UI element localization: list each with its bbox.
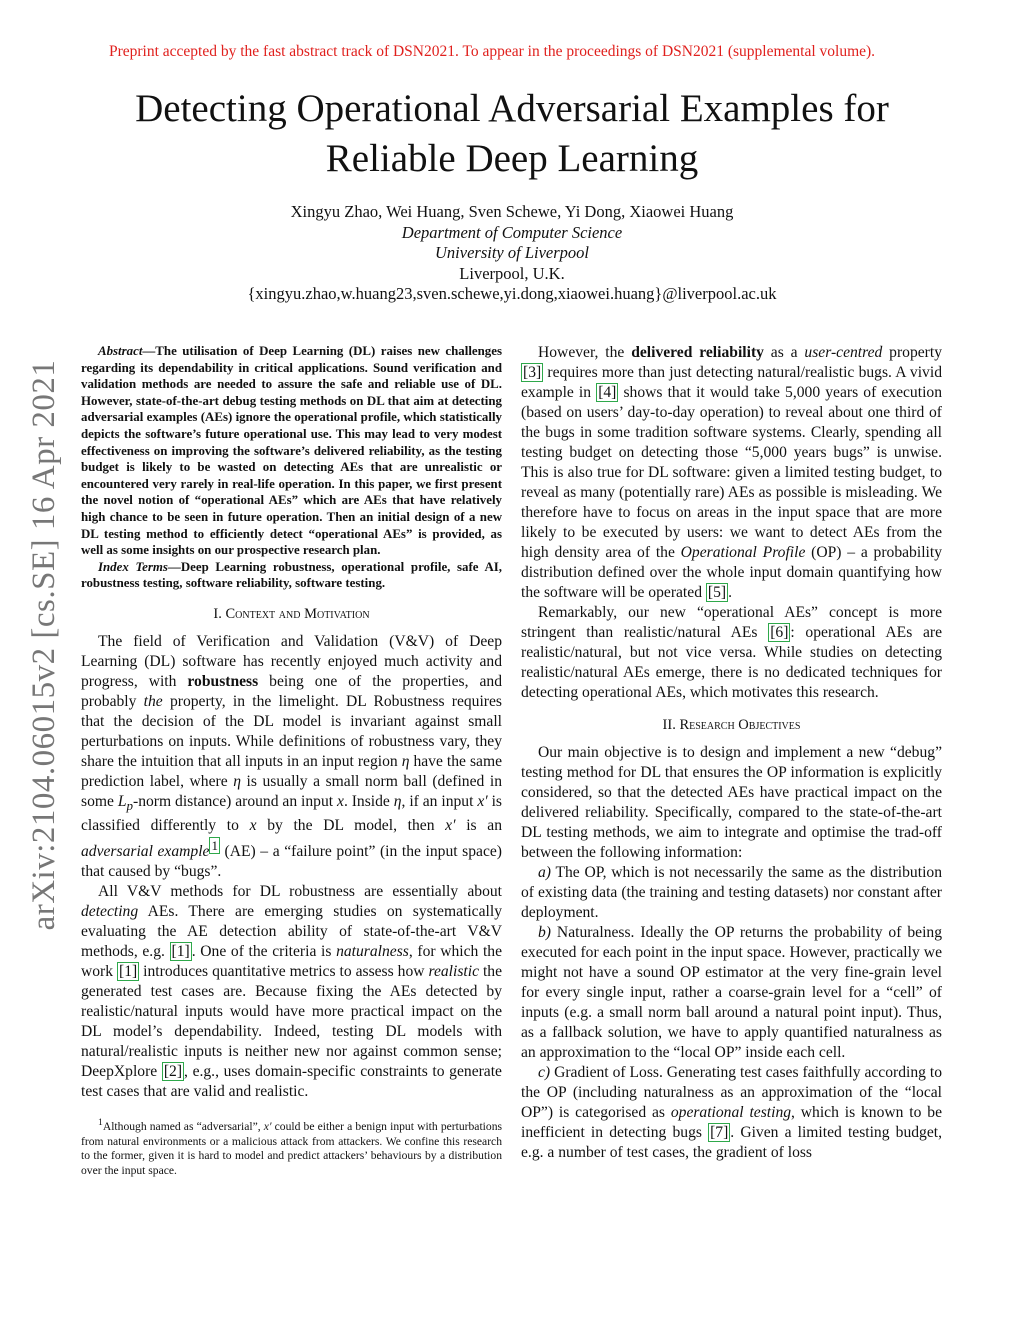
citation-link-4[interactable]: [4] [598, 384, 617, 401]
footnote-1: $^1$Although named as “adversarial”, x′ could be either a benign input with perturbations from natural environments or a malicious attack from attackers. We confine this research to the former, given it is hard to model and predict attackers’ behaviours by a distribution over the input space. [81, 1117, 502, 1177]
index-terms-text: —Deep Learning robustness, operational profile, safe AI, robustness testing, software reliability, software testing. [81, 559, 502, 591]
footnote-1-link[interactable]: 1 [211, 838, 218, 854]
author-block [0, 202, 1024, 305]
section-2-heading: II. Research Objectives [662, 717, 801, 733]
arxiv-sidebar-id[interactable]: arXiv:2104.06015v2 [cs.SE] 16 Apr 2021 [26, 359, 62, 931]
title-line-1: Detecting Operational Adversarial Examples for [135, 87, 889, 130]
right-column [521, 343, 942, 1163]
section-1-paragraph-1: The field of Verification and Validation (V&V) of Deep Learning (DL) software has recently enjoyed much activity and progress, with robustness being one of the properties, and probably the property, in the limelight. DL Robustness requires that the decision of the DL model is invariant against small perturbations on inputs. While definitions of robustness vary, they share the intuition that all inputs in an input region η have the same prediction label, where η is usually a small norm ball (defined in some $L_p$-norm distance) around an input x. Inside η, if an input x′ is classified differently to x by the DL model, then x′ is an adversarial example $^1$ (AE) – a “failure point” (in the input space) that caused by “bugs”. [81, 632, 503, 881]
objective-c: c) Gradient of Loss. Generating test cases faithfully according to the OP (including naturalness as an approximation of the “local OP”) is categorised as operational testing, which is known to be inefficient in detecting bugs [7] . Given a limited testing budget, e.g. a number of test cases, the gradient of loss [521, 1064, 942, 1161]
author-names: Xingyu Zhao, Wei Huang, Sven Schewe, Yi Dong, Xiaowei Huang [290, 202, 734, 221]
citation-link-1[interactable]: [1] [171, 943, 190, 961]
right-paragraph-3: Our main objective is to design and implement a new “debug” testing method for DL that ensures the OP information is explicitly considered, so that the detected AEs have practical impact on the delivered reliability. Specifically, compared to the state-of-the-art DL testing methods, we aim to integrate and optimise the trad-off between the following information: [521, 744, 942, 861]
department: Department of Computer Science [401, 222, 623, 242]
section-1-paragraph-2: All V&V methods for DL robustness are essentially about detecting AEs. There are emerging studies on systematically evaluating the AE detection ability of state-of-the-art V&V methods, e.g. [1] . One of the criteria is naturalness, for which the work [1] introduces quantitative metrics to assess how realistic the generated test cases are. Because fixing the AEs detected by realistic/natural inputs would have more practical impact on the DL model’s dependability. Indeed, testing DL models with natural/realistic inputs is neither new nor against common sense; DeepXplore [2] , e.g., uses domain-specific constraints to generate test cases that are valid and realistic. [81, 883, 503, 1101]
right-paragraph-2: Remarkably, our new “operational AEs” concept is more stringent than realistic/natural AEs [6] : operational AEs are realistic/natural, but not vice versa. While studies on detecting realistic/natural AEs emerge, there is no dedicated techniques for detecting operational AEs, which motivates this research. [521, 604, 942, 701]
title-line-2: Reliable Deep Learning [325, 137, 699, 180]
section-1-heading: I. Context and Motivation [213, 605, 370, 622]
objective-b: b) Naturalness. Ideally the OP returns the probability of being executed for each point in the input space. However, practically we might not have a sound OP estimator at the very fine-grain level for every single input, rather a coarse-grain level for a “cell” of inputs (e.g. a small norm ball around a natural point input). Thus, as a fallback solution, we have to apply quantified naturalness as an approximation to the “local OP” inside each cell. [521, 924, 942, 1061]
preprint-note: Preprint accepted by the fast abstract track of DSN2021. To appear in the proceedings of DSN2021 (supplemental volume). [108, 43, 876, 60]
objective-a: a) The OP, which is not necessarily the same as the distribution of existing data (the training and testing datasets) nor constant after deployment. [521, 864, 942, 921]
left-column [81, 343, 502, 1178]
right-paragraph-1: However, the delivered reliability as a user-centred property [3] requires more than just detecting natural/realistic bugs. A vivid example in [4] shows that it would take 5,000 years of execution (based on users’ day-to-day operation) to reveal about one third of the bugs in some tradition software systems. Clearly, spending all testing budget on detecting those “5,000 years bugs” is unwise. This is also true for DL software: given a limited testing budget, to reveal as many (potentially rare) AEs as possible is misleading. We therefore have to focus on areas in the input space that are more likely to be executed by users: we want to detect AEs from the high density area of the Operational Profile (OP) – a probability distribution defined over the whole input domain quantifying how the software will be operated [5] . [521, 344, 943, 601]
location: Liverpool, U.K. [459, 263, 565, 283]
citation-link-5[interactable]: [5] [707, 584, 727, 601]
citation-link-6[interactable]: [6] [770, 624, 789, 641]
citation-link-3[interactable]: [3] [523, 364, 542, 381]
university: University of Liverpool [435, 243, 589, 262]
emails[interactable]: {xingyu.zhao,w.huang23,sven.schewe,yi.dong,xiaowei.huang}@liverpool.ac.uk [247, 284, 777, 303]
citation-link-7[interactable]: [7] [710, 1124, 729, 1141]
index-terms-label: Index Terms [98, 559, 168, 574]
citation-link-1b[interactable]: [1] [119, 963, 138, 981]
abstract-text: —The utilisation of Deep Learning (DL) raises new challenges regarding its dependability in critical applications. Sound verification and validation methods are needed to assure the safe and reliable use of DL. However, state-of-the-art debug testing methods on DL that aim at detecting adversarial examples (AEs) ignore the operational profile, which statistically depicts the software’s future operational use. This may lead to very modest effectiveness on improving the software’s delivered reliability, as the testing budget is likely to be wasted on detecting AEs that are unrealistic or encountered very rarely in real-life operation. In this paper, we first present the novel notion of “operational AEs” which are AEs that have relatively high chance to be seen in future operation. Then an initial design of a new DL testing method to efficiently detect “operational AEs” is provided, as well as some insights on our prospective research plan. [81, 344, 502, 558]
citation-link-2[interactable]: [2] [163, 1063, 183, 1081]
abstract [81, 343, 502, 592]
paper-title [0, 84, 1024, 184]
abstract-label: Abstract [98, 344, 143, 358]
